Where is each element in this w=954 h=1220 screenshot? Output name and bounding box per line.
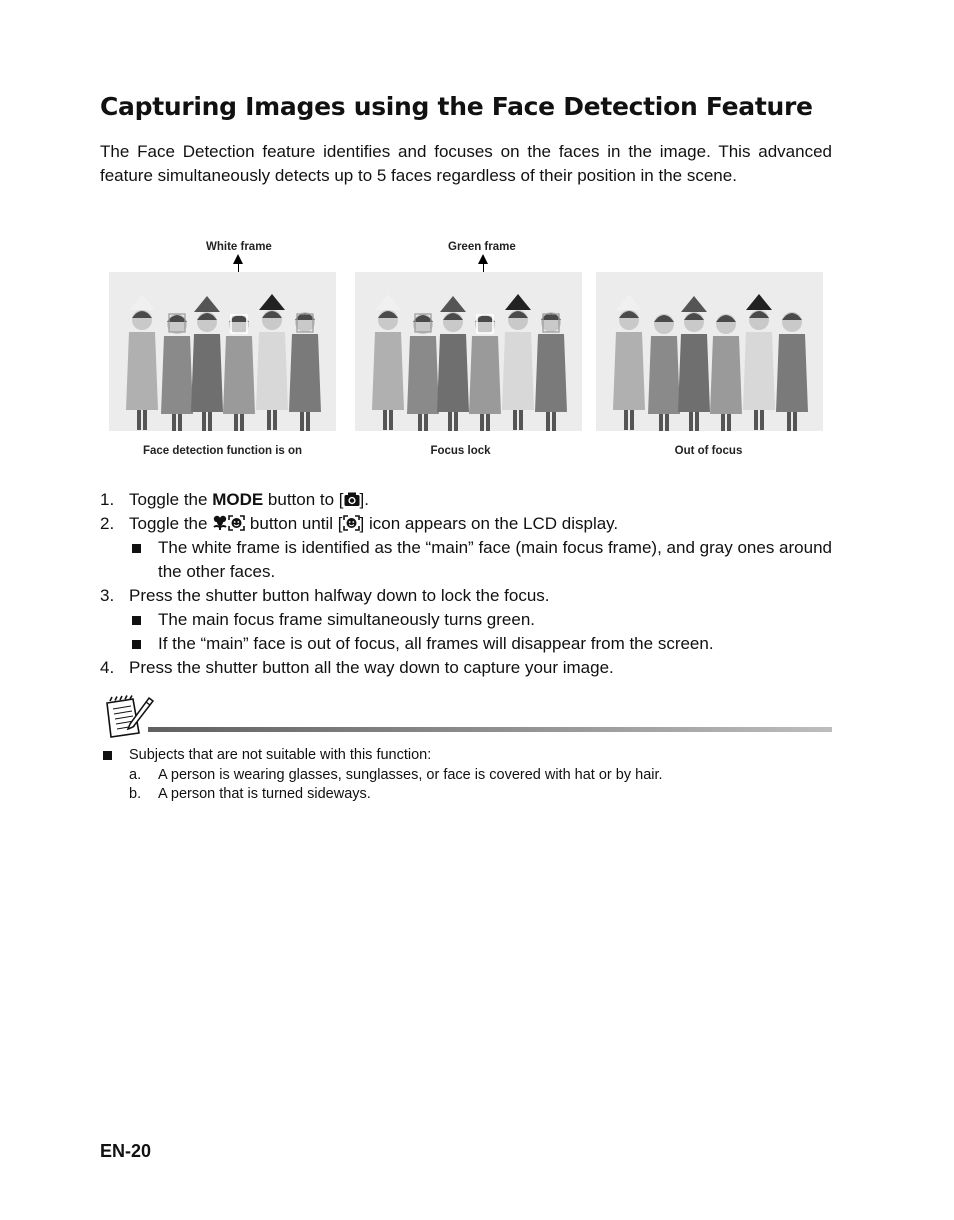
caption-face-detection-on: Face detection function is on (142, 445, 303, 457)
macro-flower-icon (212, 515, 228, 531)
note-pad-icon (103, 695, 155, 739)
note-item-a: a. A person is wearing glasses, sunglasses, or face is covered with hat or by hair. (129, 766, 663, 783)
step-4: 4. Press the shutter button all the way down to capture your image. (100, 658, 614, 677)
page-title: Capturing Images using the Face Detection Feature (100, 92, 813, 121)
step-3-bullet-1: The main focus frame simultaneously turns green. (129, 608, 832, 632)
face-detection-icon (343, 515, 360, 531)
notes-section (100, 746, 832, 805)
steps-list (100, 488, 832, 680)
photo-face-detection-on (109, 272, 336, 431)
caption-out-of-focus: Out of focus (674, 445, 743, 457)
callout-white-frame: White frame (206, 241, 272, 253)
camera-icon (344, 492, 360, 507)
intro-paragraph: The Face Detection feature identifies and focuses on the faces in the image. This advanced feature simultaneously detects up to 5 faces regardless of their position in the scene. (100, 142, 832, 185)
step-3: 3. Press the shutter button halfway down to lock the focus. (100, 586, 550, 605)
step-3-bullet-2: If the “main” face is out of focus, all frames will disappear from the screen. (129, 632, 832, 656)
note-divider-bar (148, 727, 832, 732)
photo-out-of-focus (596, 272, 823, 431)
note-item-b: b. A person that is turned sideways. (129, 786, 371, 802)
step-2: 2. Toggle the button until [ ] icon appears on the LCD display. (100, 514, 619, 533)
note-heading: Subjects that are not suitable with this function: (129, 747, 432, 763)
page-number: EN-20 (100, 1141, 152, 1161)
face-detection-icon (228, 515, 245, 531)
mode-button-label: MODE (212, 490, 264, 509)
caption-focus-lock: Focus lock (430, 445, 491, 457)
note-bullet (100, 746, 832, 766)
face-detection-figure (100, 236, 832, 466)
callout-green-frame: Green frame (448, 241, 516, 253)
step-1: 1. Toggle the MODE button to [ ]. (100, 490, 369, 509)
photo-focus-lock (355, 272, 582, 431)
step-2-bullet-1: The white frame is identified as the “main” face (main focus frame), and gray ones around the other faces. (129, 536, 832, 584)
